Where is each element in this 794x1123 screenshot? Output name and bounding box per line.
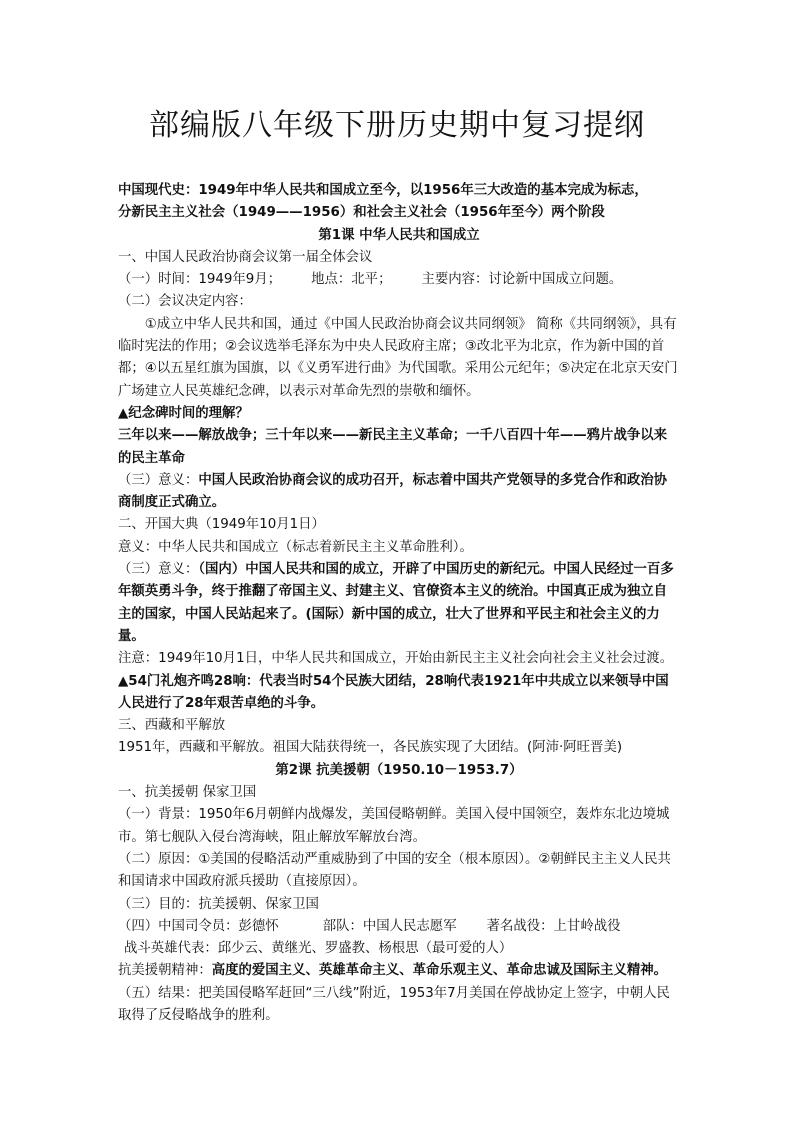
document-body [118,180,680,1027]
meeting-info [118,269,680,291]
meeting-place: 地点：北平； [311,272,392,288]
war-purpose: （三）目的：抗美援朝、保家卫国 [118,896,319,912]
label: 抗美援朝精神： [118,963,212,979]
famous-battle: 著名战役：上甘岭战役 [486,918,621,934]
section-heading: 一、抗美援朝 保家卫国 [118,785,257,801]
label: （三）意义： [118,562,199,578]
founding-meaning: 意义：中华人民共和国成立（标志着新民主主义革命胜利）。 [118,539,473,555]
section-heading: 二、开国大典（1949年10月1日） [118,517,325,533]
army-unit: 部队：中国人民志愿军 [322,918,457,934]
spirit-text: 高度的爱国主义、英雄革命主义、革命乐观主义、革命忠诚及国际主义精神。 [211,963,668,979]
tibet-text: 1951年，西藏和平解放。祖国大陆获得统一，各民族实现了大团结。(阿沛·阿旺晋美) [118,740,623,756]
founding-note: 注意：1949年10月1日，中华人民共和国成立，开始由新民主主义社会向社会主义社会过渡。 [118,651,674,667]
monument-question: ▲纪念碑时间的理解？ [118,405,249,421]
lesson-heading: 第1课 中华人民共和国成立 [318,227,480,243]
document-title: 部编版八年级下册历史期中复习提纲 [149,108,645,143]
war-reasons: （二）原因：①美国的侵略活动严重威胁到了中国的安全（根本原因）。②朝鲜民主主义人民共和国请求中国政府派兵援助（直接原因）。 [118,851,671,890]
intro-line: 分新民主主义社会（1949——1956）和社会主义社会（1956年至今）两个阶段 [118,205,605,221]
lesson-heading: 第2课 抗美援朝（1950.10－1953.7） [275,762,523,778]
war-command [118,916,680,938]
meeting-time: （一）时间：1949年9月； [118,272,282,288]
war-heroes: 战斗英雄代表：邱少云、黄继光、罗盛教、杨根思（最可爱的人） [124,941,513,957]
section-heading: 一、中国人民政治协商会议第一届全体会议 [118,249,373,265]
meeting-decisions: ①成立中华人民共和国，通过《中国人民政治协商会议共同纲领》 简称《共同纲领》，具有临时宪法的作用；②会议选举毛泽东为中央人民政府主席；③改北平为北京，作为新中国的首都；④以五星红旗为国旗，以《义勇军进行曲》为代国歌。采用公元纪年；⑤决定在北京天安门广场建立人民英雄纪念碑，以表示对革命先烈的崇敬和缅怀。 [118,316,678,399]
subsection-heading: （二）会议决定内容： [118,294,252,310]
founding-significance [118,559,680,648]
label: （三）意义： [118,472,199,488]
war-spirit [118,960,680,982]
significance-text: 中国人民政治协商会议的成功召开，标志着中国共产党领导的多党合作和政治协商制度正式确立。 [118,472,668,511]
salute-note: ▲54门礼炮齐鸣28响：代表当时54个民族大团结，28响代表1921年中共成立以来领导中国人民进行了28年艰苦卓绝的斗争。 [118,673,669,711]
meeting-content: 主要内容：讨论新中国成立问题。 [421,272,623,288]
war-result: （五）结果：把美国侵略军赶回“三八线”附近，1953年7月美国在停战协定上签字，中朝人民取得了反侵略战争的胜利。 [118,985,670,1023]
intro-line: 中国现代史：1949年中华人民共和国成立至今，以1956年三大改造的基本完成为标志， [118,183,648,198]
monument-answer: 三年以来——解放战争；三十年以来——新民主主义革命；一千八百四十年——鸦片战争以来的民主革命 [118,428,668,466]
section-heading: 三、西藏和平解放 [118,718,226,734]
war-background: （一）背景：1950年6月朝鲜内战爆发，美国侵略朝鲜。美国入侵中国领空，轰炸东北边境城市。第七舰队入侵台湾海峡，阻止解放军解放台湾。 [118,807,670,845]
significance-text: （国内）中国人民共和国的成立，开辟了中国历史的新纪元。中国人民经过一百多年额英勇斗争，终于推翻了帝国主义、封建主义、官僚资本主义的统治。中国真正成为独立自主的国家，中国人民站起来了。(国际）新中国的成立，壮大了世界和平民主和社会主义的力量。 [118,562,674,644]
commander: （四）中国司令员：彭德怀 [118,918,279,934]
meeting-significance [118,470,680,515]
